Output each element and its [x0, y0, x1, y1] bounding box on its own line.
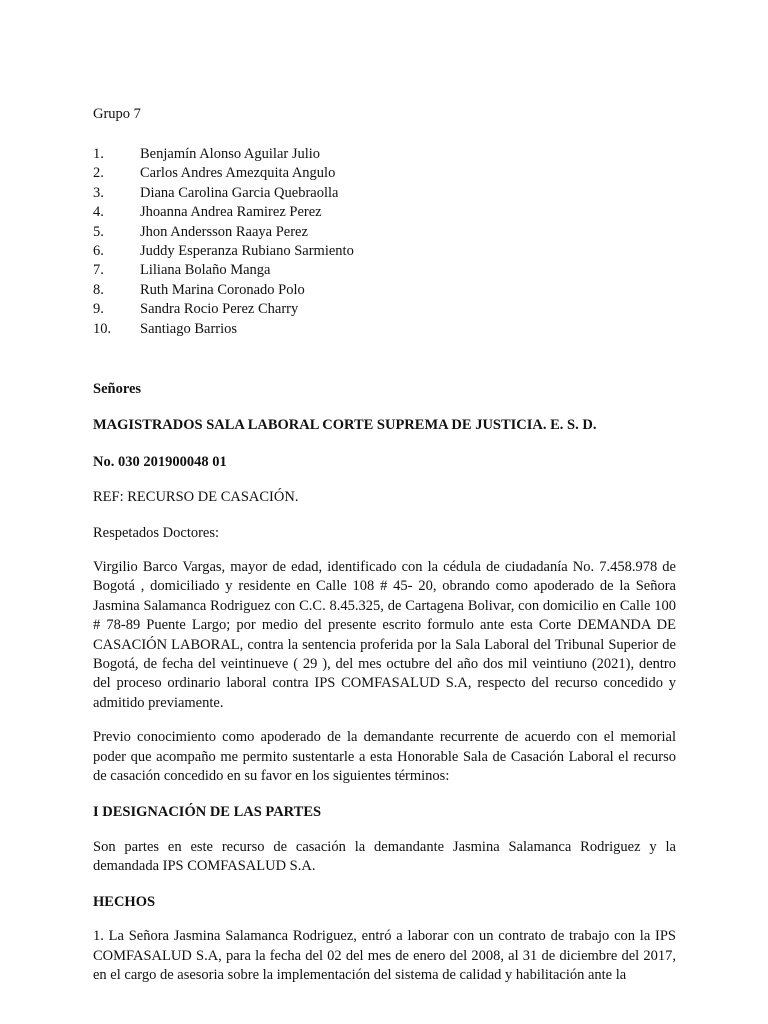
- member-name: Liliana Bolaño Manga: [140, 262, 271, 279]
- list-item: [93, 300, 354, 319]
- member-list: [93, 145, 354, 339]
- paragraph-facts-1: 1. La Señora Jasmina Salamanca Rodriguez, entró a laborar con un contrato de trabajo con la IPS COMFASALUD S.A, para la fecha del 02 del mes de enero del 2008, al 31 de diciembre del 2017, en el cargo de asesoria sobre la implementación del sistema de calidad y habilitación ante la: [93, 928, 676, 983]
- list-number: 5.: [93, 223, 104, 240]
- list-number: 7.: [93, 262, 104, 279]
- list-item: [93, 184, 354, 203]
- list-item: [93, 223, 354, 242]
- list-number: 4.: [93, 204, 104, 221]
- member-name: Diana Carolina Garcia Quebraolla: [140, 184, 339, 201]
- list-number: 2.: [93, 165, 104, 182]
- group-title: Grupo 7: [93, 106, 141, 122]
- paragraph-intro: Virgilio Barco Vargas, mayor de edad, identificado con la cédula de ciudadanía No. 7.458.978 de Bogotá , domiciliado y residente en Calle 108 # 45- 20, obrando como apoderado de la Señora Jasmina Salamanca Rodriguez con C.C. 8.45.325, de Cartagena Bolivar, con domicilio en Calle 100 # 78-89 Puente Largo; por medio del presente escrito formulo ante esta Corte DEMANDA DE CASACIÓN LABORAL, contra la sentencia proferida por la Sala Laboral del Tribunal Superior de Bogotá, de fecha del veintinueve ( 29 ), del mes octubre del año dos mil veintiuno (2021), dentro del proceso ordinario laboral contra IPS COMFASALUD S.A, respecto del recurso concedido y admitido previamente.: [93, 559, 676, 711]
- member-name: Benjamín Alonso Aguilar Julio: [140, 146, 321, 162]
- list-number: 3.: [93, 184, 104, 201]
- section-heading-parties: I DESIGNACIÓN DE LAS PARTES: [93, 803, 322, 820]
- list-number: 9.: [93, 301, 104, 318]
- list-number: 8.: [93, 281, 104, 298]
- member-name: Juddy Esperanza Rubiano Sarmiento: [140, 242, 354, 259]
- member-name: Jhon Andersson Raaya Perez: [140, 223, 308, 240]
- list-number: 1.: [93, 146, 104, 162]
- salutation-heading: Señores: [93, 381, 142, 397]
- list-item: [93, 203, 354, 222]
- member-name: Ruth Marina Coronado Polo: [140, 281, 305, 298]
- list-item: [93, 242, 354, 261]
- member-name: Sandra Rocio Perez Charry: [140, 301, 299, 318]
- letter-body: [93, 380, 676, 1000]
- member-name: Carlos Andres Amezquita Angulo: [140, 165, 336, 182]
- list-item: [93, 261, 354, 280]
- greeting: Respetados Doctores:: [93, 524, 220, 541]
- paragraph-prior-knowledge: Previo conocimiento como apoderado de la demandante recurrente de acuerdo con el memorial poder que acompaño me permito sustentarle a esta Honorable Sala de Casación Laboral el recurso de casación concedido en su favor en los siguientes términos:: [93, 729, 676, 785]
- member-name: Santiago Barrios: [140, 320, 238, 337]
- list-number: 6.: [93, 242, 104, 259]
- section-heading-facts: HECHOS: [93, 893, 156, 910]
- addressee-heading: MAGISTRADOS SALA LABORAL CORTE SUPREMA DE JUSTICIA. E. S. D.: [93, 417, 597, 434]
- list-item: [93, 145, 354, 164]
- list-item: [93, 320, 354, 339]
- paragraph-parties: Son partes en este recurso de casación la demandante Jasmina Salamanca Rodriguez y la demandada IPS COMFASALUD S.A.: [93, 838, 676, 875]
- list-item: [93, 281, 354, 300]
- case-number: No. 030 201900048 01: [93, 453, 227, 470]
- list-number: 10.: [93, 320, 112, 337]
- list-item: [93, 164, 354, 183]
- reference-line: REF: RECURSO DE CASACIÓN.: [93, 489, 299, 506]
- member-name: Jhoanna Andrea Ramirez Perez: [140, 204, 322, 221]
